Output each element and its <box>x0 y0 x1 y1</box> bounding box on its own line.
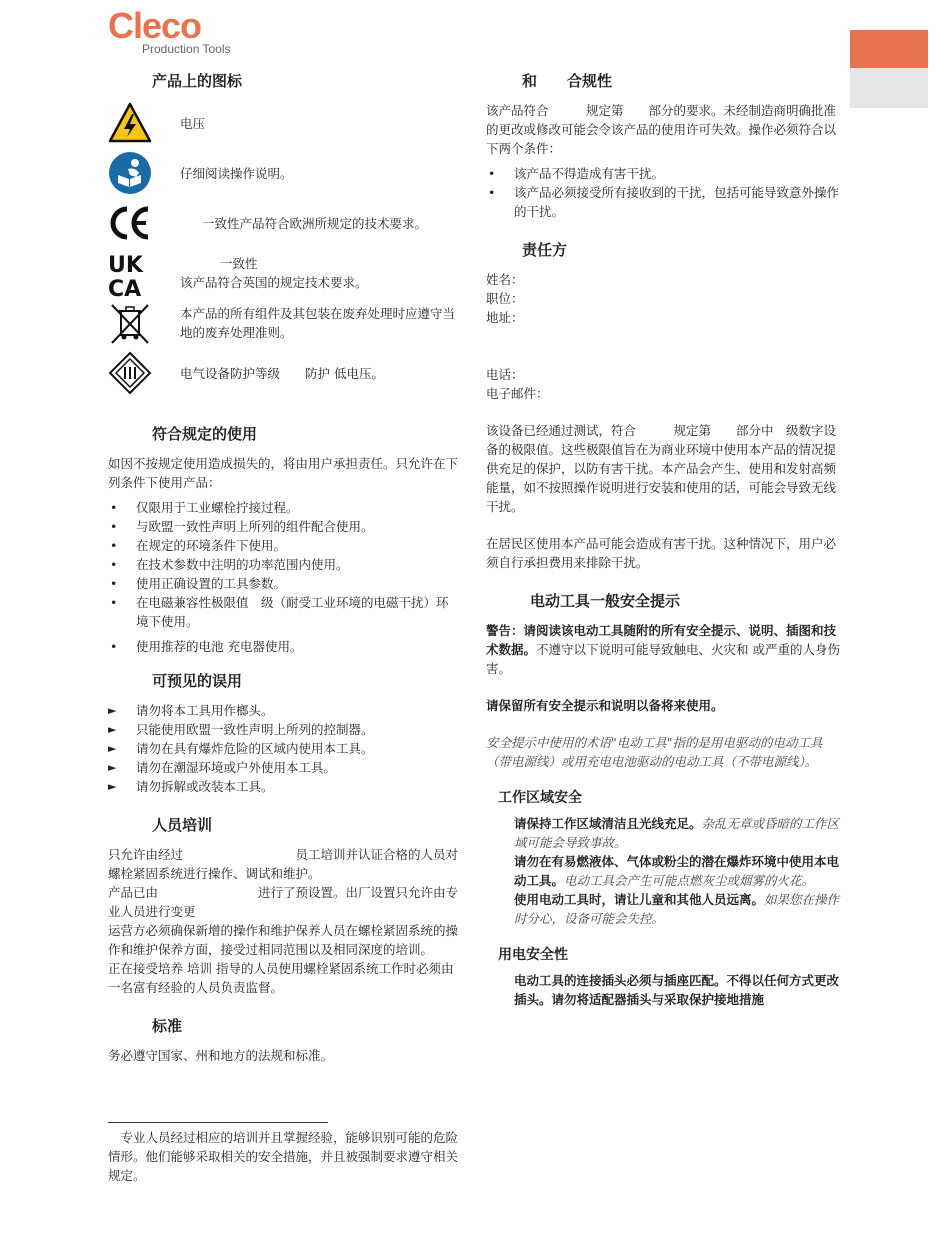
fcc-title: 和 合规性 <box>522 72 613 90</box>
brand-tagline: Production Tools <box>142 42 231 56</box>
safety-keep: 请保留所有安全提示和说明以备将来使用。 <box>486 698 724 713</box>
icon-text-ukca-2: 该产品符合英国的规定技术要求。 <box>180 275 368 290</box>
work-area-2-italic: 电动工具会产生可能点燃灰尘或烟雾的火花。 <box>564 873 815 888</box>
electrical-1-bold: 电动工具的连接插头必须与插座匹配。不得以任何方式更改插头。请勿将适配器插头与采取保护接地措施 <box>514 973 840 1007</box>
list-item: ► 请勿将本工具用作榔头。 <box>108 701 460 720</box>
list-item: • 在电磁兼容性极限值 级（耐受工业环境的电磁干扰）环境下使用。 <box>108 593 460 631</box>
intended-use-list <box>108 498 460 656</box>
training-p4: 正在接受培养 培训 指导的人员使用螺栓紧固系统工作时必须由一名富有经验的人员负责监督。 <box>108 961 454 995</box>
work-area-1-bold: 请保持工作区域清洁且光线充足。 <box>514 816 702 831</box>
footnote-divider <box>108 1122 328 1123</box>
voltage-warning-icon <box>108 101 152 145</box>
weee-bin-icon <box>108 301 152 345</box>
work-area-3-bold: 使用电动工具时，请让儿童和其他人员远离。 <box>514 892 765 907</box>
icon-text-manual: 仔细阅读操作说明。 <box>180 165 293 181</box>
icon-text-weee: 本产品的所有组件及其包装在废弃处理时应遵守当地的废弃处理准则。 <box>180 306 456 340</box>
list-item: • 使用正确设置的工具参数。 <box>108 574 460 593</box>
list-item: • 在技术参数中注明的功率范围内使用。 <box>108 555 460 574</box>
list-item: • 该产品必须接受所有接收到的干扰，包括可能导致意外操作的干扰。 <box>486 183 842 221</box>
list-item: • 使用推荐的电池 充电器使用。 <box>108 637 460 656</box>
misuse-list <box>108 701 460 796</box>
resp-name: 姓名： <box>486 272 524 287</box>
training-p3: 运营方必须确保新增的操作和维护保养人员在螺栓紧固系统的操作和维护保养方面，接受过相同范围以及相同深度的培训。 <box>108 923 459 957</box>
training-title: 人员培训 <box>152 816 213 834</box>
safety-warning-text: 不遵守以下说明可能导致触电、火灾和 或严重的人身伤害。 <box>486 642 840 676</box>
work-area-block <box>514 814 842 928</box>
work-area-1-italic: 杂乱无章或昏暗的工作区域可能会导致事故。 <box>514 816 840 850</box>
brand-name: Cleco <box>108 5 202 46</box>
icon-row-ce <box>108 201 460 245</box>
right-column <box>486 72 842 1009</box>
icon-row-manual <box>108 151 460 195</box>
list-item: • 该产品不得造成有害干扰。 <box>486 164 842 183</box>
list-item: ► 请勿在具有爆炸危险的区域内使用本工具。 <box>108 739 460 758</box>
icon-row-ukca <box>108 251 460 299</box>
fcc-list <box>486 164 842 221</box>
icon-row-weee <box>108 301 460 345</box>
icon-text-ukca-1: 一致性 <box>220 256 258 271</box>
resp-email: 电子邮件： <box>486 386 549 401</box>
test-paragraph-1: 该设备已经通过测试，符合 规定第 部分中 级数字设备的极限值。这些极限值旨在为商业环境中使用本产品的情况提供充足的保护，以防有害干扰。本产品会产生、使用和发射高频能量，如不按照操作说明进行安装和使用的话，可能会导致无线干扰。 <box>486 423 837 514</box>
resp-position: 职位： <box>486 291 524 306</box>
work-area-3-italic: 如果您在操作时分心，设备可能会失控。 <box>514 892 840 926</box>
list-item: ► 只能使用欧盟一致性声明上所列的控制器。 <box>108 720 460 739</box>
section-tab-gray <box>850 68 928 108</box>
safety-warning-bold: 警告：请阅读该电动工具随附的所有安全提示、说明、插图和技术数据。 <box>486 623 837 657</box>
standards-text: 务必遵守国家、州和地方的法规和标准。 <box>108 1048 334 1063</box>
svg-text:UK: UK <box>108 253 143 278</box>
test-paragraph-2: 在居民区使用本产品可能会造成有害干扰。这种情况下，用户必须自行承担费用来排除干扰。 <box>486 536 837 570</box>
safety-title: 电动工具一般安全提示 <box>530 592 681 610</box>
resp-address: 地址： <box>486 310 524 325</box>
training-p1: 只允许由经过 员工培训并认证合格的人员对螺栓紧固系统进行操作、调试和维护。 <box>108 847 459 881</box>
class-iii-icon <box>108 351 152 395</box>
icon-row-class3 <box>108 351 460 395</box>
fcc-intro: 该产品符合 规定第 部分的要求。未经制造商明确批准的更改或修改可能会令该产品的使用许可失效。操作必须符合以下两个条件： <box>486 103 837 156</box>
svg-text:CA: CA <box>108 277 142 299</box>
cleco-logo <box>108 5 231 56</box>
icon-text-ce: 一致性产品符合欧洲所规定的技术要求。 <box>202 215 428 231</box>
section-tab-orange <box>850 30 928 68</box>
ce-mark-icon <box>108 201 152 245</box>
work-area-title: 工作区域安全 <box>498 790 582 806</box>
list-item: ► 请勿拆解或改装本工具。 <box>108 777 460 796</box>
list-item: • 仅限用于工业螺栓拧接过程。 <box>108 498 460 517</box>
responsible-party-title: 责任方 <box>522 241 568 259</box>
icons-title: 产品上的图标 <box>152 72 243 90</box>
resp-phone: 电话： <box>486 367 524 382</box>
read-manual-icon <box>108 151 152 195</box>
list-item: ► 请勿在潮湿环境或户外使用本工具。 <box>108 758 460 777</box>
electrical-safety-title: 用电安全性 <box>498 947 568 963</box>
electrical-block <box>514 971 842 1009</box>
list-item: • 与欧盟一致性声明上所列的组件配合使用。 <box>108 517 460 536</box>
work-area-2-bold: 请勿在有易燃液体、气体或粉尘的潜在爆炸环境中使用本电动工具。 <box>514 854 840 888</box>
list-item: • 在规定的环境条件下使用。 <box>108 536 460 555</box>
safety-term: 安全提示中使用的术语"电动工具"指的是用电驱动的电动工具（带电源线）或用充电电池驱动的电动工具（不带电源线）。 <box>486 735 823 769</box>
ukca-mark-icon <box>108 251 152 299</box>
standards-title: 标准 <box>152 1017 183 1035</box>
icon-text-class3: 电气设备防护等级 防护 低电压。 <box>180 365 384 381</box>
icon-row-voltage <box>108 101 460 145</box>
misuse-title: 可预见的误用 <box>152 672 243 690</box>
icon-text-voltage: 电压 <box>180 115 206 131</box>
intended-use-intro: 如因不按规定使用造成损失的，将由用户承担责任。只允许在下列条件下使用产品： <box>108 456 459 490</box>
left-column <box>108 72 460 1065</box>
intended-use-title: 符合规定的使用 <box>152 425 258 443</box>
footnote: 专业人员经过相应的培训并且掌握经验，能够识别可能的危险情形。他们能够采取相关的安全措施，并且被强制要求遵守相关规定。 <box>108 1130 459 1183</box>
training-p2: 产品已由 进行了预设置。出厂设置只允许由专业人员进行变更 <box>108 885 459 919</box>
